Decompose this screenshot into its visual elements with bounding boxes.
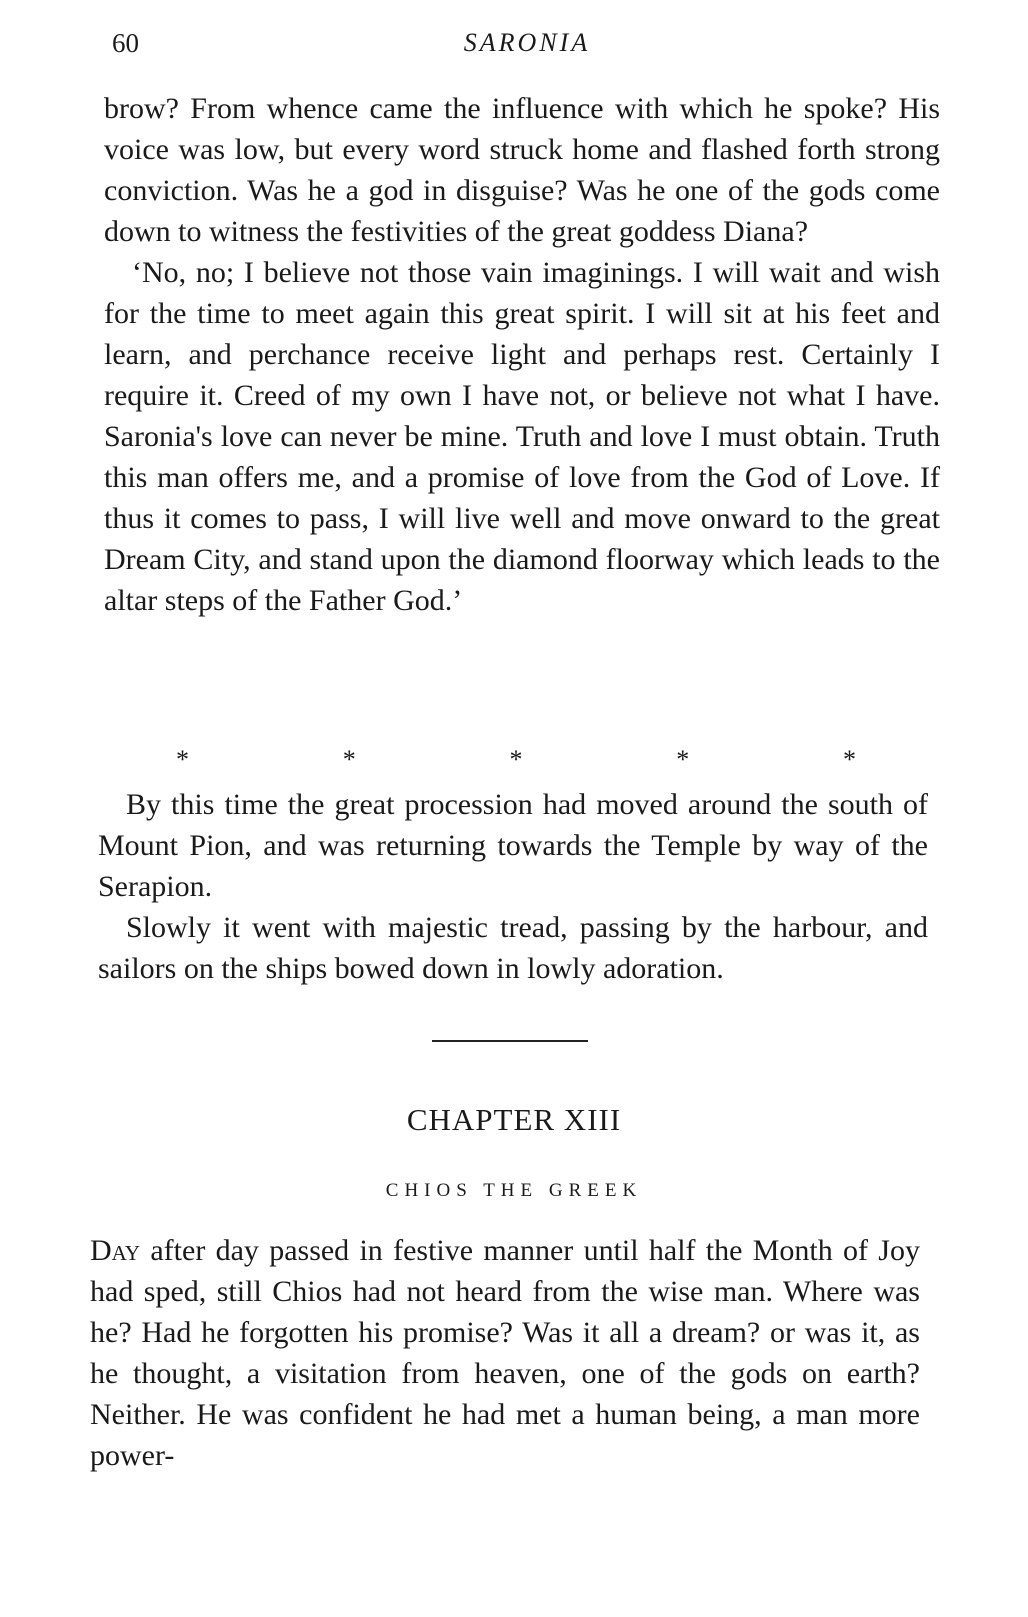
- chapter-divider-rule: [432, 1040, 588, 1042]
- running-title: SARONIA: [463, 28, 591, 57]
- paragraph: ‘No, no; I believe not those vain imaginings. I will wait and wish for the time to meet again this great spirit. I will sit at his feet and learn, and perchance receive light and perhaps rest. Certainly I require it. Creed of my own I have not, or believe not what I have. Saronia's love can never be mine. Truth and love I must obtain. Truth this man offers me, and a promise of love from the God of Love. If thus it comes to pass, I will live well and move onward to the great Dream City, and stand upon the diamond floorway which leads to the altar steps of the Father God.’: [104, 256, 940, 617]
- running-head: [112, 28, 942, 68]
- opening-text: after day passed in festive manner until half the Month of Joy had sped, still Chios had not heard from the wise man. Where was he? Had he forgotten his promise? Was it all a dream? or was it, as he thought, a visitation from heaven, one of the gods on earth? Neither. He was confident he had met a human being, a man more power-: [90, 1234, 920, 1472]
- chapter-title: CHIOS THE GREEK: [385, 1180, 643, 1201]
- paragraph: By this time the great procession had moved around the south of Mount Pion, and was returning towards the Temple by way of the Serapion.: [98, 788, 928, 903]
- paragraph: Slowly it went with majestic tread, passing by the harbour, and sailors on the ships bowed down in lowly adoration.: [98, 911, 928, 985]
- asterism: *: [676, 745, 690, 774]
- text-block-chapter-opening: [90, 1230, 920, 1476]
- opening-word: Day: [90, 1234, 141, 1267]
- chapter-opening-paragraph: [90, 1230, 920, 1476]
- section-break-asterisms: [176, 745, 856, 775]
- text-block-procession: [98, 784, 928, 989]
- text-block-continuation: [104, 88, 940, 621]
- asterism: *: [342, 745, 356, 774]
- asterism: *: [509, 745, 523, 774]
- page-number: 60: [112, 28, 139, 58]
- paragraph: brow? From whence came the influence with which he spoke? His voice was low, but every word struck home and flashed forth strong conviction. Was he a god in disguise? Was he one of the gods come down to witness the festivities of the great goddess Diana?: [104, 92, 940, 248]
- chapter-heading: CHAPTER XIII: [406, 1102, 622, 1137]
- asterism: *: [176, 745, 189, 774]
- asterism: *: [843, 745, 856, 774]
